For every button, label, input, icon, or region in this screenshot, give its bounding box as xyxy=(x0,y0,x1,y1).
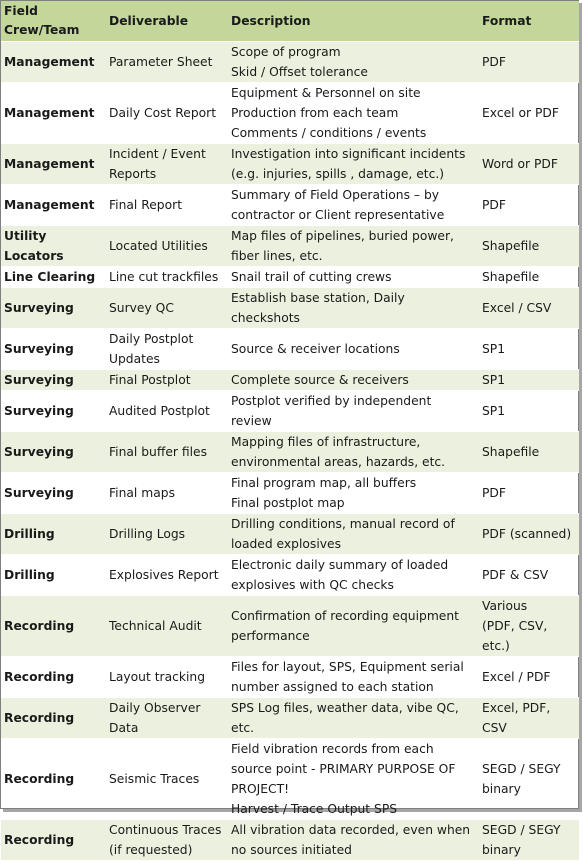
team-cell: Management xyxy=(1,144,105,185)
deliverable-line: Line cut trackfiles xyxy=(109,270,219,284)
format-line: Excel / CSV xyxy=(482,301,552,315)
format-cell xyxy=(478,391,579,432)
table-row xyxy=(1,820,579,861)
description-line: performance xyxy=(231,629,310,643)
description-cell xyxy=(227,555,478,596)
description-line: Drilling conditions, manual record of xyxy=(231,517,455,531)
table-row xyxy=(1,144,579,185)
description-line: Scope of program xyxy=(231,45,341,59)
description-line: Summary of Field Operations – by xyxy=(231,188,440,202)
format-line: Shapefile xyxy=(482,270,540,284)
table-row xyxy=(1,42,579,83)
description-line: Source & receiver locations xyxy=(231,342,400,356)
table-row xyxy=(1,370,579,391)
description-cell xyxy=(227,144,478,185)
header-deliverable: Deliverable xyxy=(105,1,227,42)
deliverable-line: Daily Cost Report xyxy=(109,106,217,120)
team-cell: Recording xyxy=(1,596,105,657)
table-row xyxy=(1,657,579,698)
format-line: Shapefile xyxy=(482,445,540,459)
deliverable-line: Continuous Traces xyxy=(109,823,222,837)
team-cell: Surveying xyxy=(1,391,105,432)
description-cell xyxy=(227,698,478,739)
table-row xyxy=(1,226,579,267)
format-line: (PDF, CSV, etc.) xyxy=(482,619,548,653)
format-line: PDF xyxy=(482,486,506,500)
deliverable-line: Survey QC xyxy=(109,301,174,315)
format-cell xyxy=(478,514,579,555)
team-cell: Management xyxy=(1,83,105,144)
team-cell: Surveying xyxy=(1,288,105,329)
deliverable-cell xyxy=(105,514,227,555)
header-description: Description xyxy=(227,1,478,42)
table-row xyxy=(1,555,579,596)
format-cell xyxy=(478,698,579,739)
description-line: (e.g. injuries, spills , damage, etc.) xyxy=(231,167,445,181)
table-row xyxy=(1,473,579,514)
deliverable-cell xyxy=(105,391,227,432)
format-line: PDF (scanned) xyxy=(482,527,572,541)
format-line: SEGD / SEGY xyxy=(482,823,561,837)
deliverable-cell xyxy=(105,555,227,596)
deliverable-cell xyxy=(105,83,227,144)
format-line: Excel / PDF xyxy=(482,670,551,684)
format-line: Excel, PDF, CSV xyxy=(482,701,551,735)
format-line: binary xyxy=(482,843,521,857)
deliverable-cell xyxy=(105,226,227,267)
description-line: Comments / conditions / events xyxy=(231,126,427,140)
table-row xyxy=(1,185,579,226)
table-row xyxy=(1,83,579,144)
team-cell: Recording xyxy=(1,657,105,698)
description-line: explosives with QC checks xyxy=(231,578,394,592)
team-cell: Management xyxy=(1,185,105,226)
table-row xyxy=(1,596,579,657)
table-row xyxy=(1,288,579,329)
deliverable-line: Updates xyxy=(109,352,160,366)
team-cell: Surveying xyxy=(1,432,105,473)
description-line: Equipment & Personnel on site xyxy=(231,86,421,100)
description-line: fiber lines, etc. xyxy=(231,249,323,263)
table-body xyxy=(1,42,579,861)
description-line: Mapping files of infrastructure, xyxy=(231,435,421,449)
description-line: environmental areas, hazards, etc. xyxy=(231,455,446,469)
deliverable-cell xyxy=(105,370,227,391)
format-cell xyxy=(478,432,579,473)
description-cell xyxy=(227,596,478,657)
header-team-line: Field xyxy=(4,4,38,18)
description-cell xyxy=(227,514,478,555)
description-line: Map files of pipelines, buried power, xyxy=(231,229,454,243)
deliverable-line: Reports xyxy=(109,167,157,181)
header-format: Format xyxy=(478,1,579,42)
format-cell xyxy=(478,267,579,288)
description-line: review xyxy=(231,414,272,428)
format-cell xyxy=(478,473,579,514)
description-line: Complete source & receivers xyxy=(231,373,409,387)
description-line: Files for layout, SPS, Equipment serial xyxy=(231,660,464,674)
description-cell xyxy=(227,329,478,370)
deliverable-line: Drilling Logs xyxy=(109,527,186,541)
deliverable-cell xyxy=(105,288,227,329)
description-line: loaded explosives xyxy=(231,537,342,551)
deliverable-line: Daily Postplot xyxy=(109,332,194,346)
deliverable-cell xyxy=(105,473,227,514)
description-line: Final postplot map xyxy=(231,496,345,510)
description-line: PROJECT! xyxy=(231,782,290,796)
description-line: Field vibration records from each xyxy=(231,742,434,756)
description-cell xyxy=(227,391,478,432)
deliverable-line: Explosives Report xyxy=(109,568,219,582)
deliverables-table xyxy=(1,1,579,861)
deliverable-cell xyxy=(105,329,227,370)
format-cell xyxy=(478,42,579,83)
format-cell xyxy=(478,657,579,698)
table-row xyxy=(1,698,579,739)
description-cell xyxy=(227,42,478,83)
deliverable-cell xyxy=(105,739,227,820)
format-line: SP1 xyxy=(482,373,506,387)
description-cell xyxy=(227,370,478,391)
deliverable-line: Final Report xyxy=(109,198,183,212)
description-line: Production from each team xyxy=(231,106,399,120)
format-cell xyxy=(478,226,579,267)
format-line: SP1 xyxy=(482,342,506,356)
deliverable-cell xyxy=(105,657,227,698)
deliverable-line: Incident / Event xyxy=(109,147,206,161)
description-cell xyxy=(227,288,478,329)
format-cell xyxy=(478,555,579,596)
format-cell xyxy=(478,288,579,329)
deliverable-line: Audited Postplot xyxy=(109,404,210,418)
format-line: Excel or PDF xyxy=(482,106,559,120)
format-line: Shapefile xyxy=(482,239,540,253)
format-line: PDF & CSV xyxy=(482,568,549,582)
deliverable-cell xyxy=(105,267,227,288)
deliverable-cell xyxy=(105,42,227,83)
description-line: Harvest / Trace Output SPS xyxy=(231,802,398,816)
description-cell xyxy=(227,226,478,267)
description-cell xyxy=(227,185,478,226)
format-cell xyxy=(478,83,579,144)
team-cell: Drilling xyxy=(1,555,105,596)
deliverable-line: Located Utilities xyxy=(109,239,208,253)
description-line: etc. xyxy=(231,721,255,735)
table-row xyxy=(1,267,579,288)
description-line: Investigation into significant incidents xyxy=(231,147,466,161)
description-cell xyxy=(227,432,478,473)
deliverable-cell xyxy=(105,432,227,473)
format-cell xyxy=(478,144,579,185)
description-line: contractor or Client representative xyxy=(231,208,445,222)
header-team-line: Crew/Team xyxy=(4,23,80,37)
description-cell xyxy=(227,473,478,514)
table-row xyxy=(1,432,579,473)
team-cell: Recording xyxy=(1,820,105,861)
format-line: binary xyxy=(482,782,521,796)
description-cell xyxy=(227,739,478,820)
team-cell: Utility Locators xyxy=(1,226,105,267)
team-cell: Surveying xyxy=(1,473,105,514)
deliverable-cell xyxy=(105,144,227,185)
description-cell xyxy=(227,820,478,861)
team-cell: Recording xyxy=(1,698,105,739)
team-cell: Line Clearing xyxy=(1,267,105,288)
deliverable-line: Parameter Sheet xyxy=(109,55,213,69)
table-row xyxy=(1,329,579,370)
format-line: Various xyxy=(482,599,528,613)
description-cell xyxy=(227,657,478,698)
format-cell xyxy=(478,596,579,657)
format-line: SEGD / SEGY xyxy=(482,762,561,776)
description-line: Postplot verified by independent xyxy=(231,394,432,408)
description-line: Electronic daily summary of loaded xyxy=(231,558,449,572)
format-cell xyxy=(478,185,579,226)
description-line: number assigned to each station xyxy=(231,680,434,694)
header-row xyxy=(1,1,579,42)
table-row xyxy=(1,391,579,432)
description-line: source point - PRIMARY PURPOSE OF xyxy=(231,762,456,776)
description-line: SPS Log files, weather data, vibe QC, xyxy=(231,701,459,715)
deliverable-line: Final Postplot xyxy=(109,373,191,387)
header-team xyxy=(1,1,105,42)
format-line: Word or PDF xyxy=(482,157,558,171)
description-cell xyxy=(227,267,478,288)
format-line: SP1 xyxy=(482,404,506,418)
description-line: Final program map, all buffers xyxy=(231,476,417,490)
deliverable-line: Seismic Traces xyxy=(109,772,200,786)
team-cell: Recording xyxy=(1,739,105,820)
format-cell xyxy=(478,329,579,370)
team-cell: Drilling xyxy=(1,514,105,555)
table-row xyxy=(1,739,579,820)
description-line: Skid / Offset tolerance xyxy=(231,65,369,79)
team-cell: Surveying xyxy=(1,370,105,391)
description-line: Snail trail of cutting crews xyxy=(231,270,392,284)
team-cell: Surveying xyxy=(1,329,105,370)
format-cell xyxy=(478,820,579,861)
format-line: PDF xyxy=(482,55,506,69)
format-line: PDF xyxy=(482,198,506,212)
deliverable-cell xyxy=(105,820,227,861)
format-cell xyxy=(478,370,579,391)
description-line: Establish base station, Daily checkshots xyxy=(231,291,405,325)
deliverable-line: Final maps xyxy=(109,486,175,500)
table-row xyxy=(1,514,579,555)
format-cell xyxy=(478,739,579,820)
deliverable-line: Technical Audit xyxy=(109,619,202,633)
deliverable-cell xyxy=(105,596,227,657)
deliverable-line: Layout tracking xyxy=(109,670,206,684)
description-line: Confirmation of recording equipment xyxy=(231,609,459,623)
deliverable-line: Data xyxy=(109,721,139,735)
team-cell: Management xyxy=(1,42,105,83)
description-cell xyxy=(227,83,478,144)
deliverable-line: Daily Observer xyxy=(109,701,201,715)
deliverable-line: Final buffer files xyxy=(109,445,207,459)
deliverable-cell xyxy=(105,698,227,739)
description-line: no sources initiated xyxy=(231,843,352,857)
deliverable-cell xyxy=(105,185,227,226)
deliverable-line: (if requested) xyxy=(109,843,193,857)
description-line: All vibration data recorded, even when xyxy=(231,823,471,837)
